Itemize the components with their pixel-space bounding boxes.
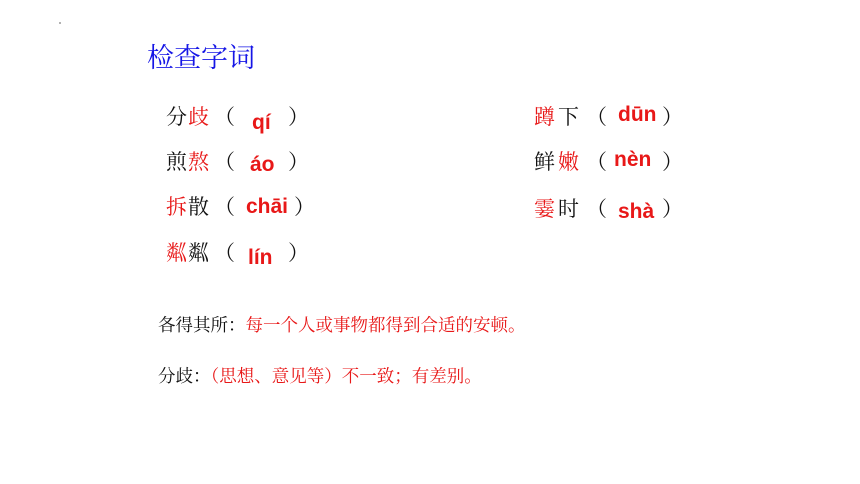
word-item-linlin	[166, 236, 316, 270]
word-char: 煎	[166, 150, 187, 174]
open-paren: （	[214, 105, 235, 129]
pinyin: lín	[248, 246, 273, 269]
pinyin: qí	[252, 111, 271, 134]
close-paren: ）	[294, 195, 315, 219]
open-paren: （	[214, 195, 235, 219]
word-char-highlight: 歧	[188, 105, 209, 129]
pinyin: nèn	[614, 148, 652, 171]
definition-term: 分歧：	[158, 367, 211, 387]
word-char: 鲜	[534, 150, 555, 174]
word-char: 下	[558, 105, 579, 129]
definition-fenqi	[158, 363, 482, 388]
pinyin: chāi	[246, 195, 289, 218]
open-paren: （	[586, 105, 607, 129]
close-paren: ）	[288, 150, 309, 174]
pinyin: áo	[250, 153, 275, 176]
definition-meaning: （思想、意见等）不一致；有差别。	[210, 367, 482, 387]
definition-gedeqisuo	[158, 312, 526, 337]
word-item-shashi	[534, 192, 684, 226]
word-char-highlight: 嫩	[558, 150, 579, 174]
word-char: 散	[188, 195, 209, 219]
pinyin: shà	[618, 200, 655, 223]
word-char-highlight: 拆	[166, 195, 187, 219]
word-item-chaisan	[166, 190, 316, 224]
word-char: 时	[558, 197, 579, 221]
definition-term: 各得其所：	[158, 316, 246, 336]
decorative-dot	[59, 22, 61, 24]
close-paren: ）	[288, 241, 309, 265]
close-paren: ）	[662, 150, 683, 174]
page-title: 检查字词	[147, 43, 255, 74]
word-item-dunxia	[534, 100, 684, 134]
close-paren: ）	[288, 105, 309, 129]
close-paren: ）	[662, 197, 683, 221]
word-char: 粼	[188, 241, 209, 265]
open-paren: （	[214, 241, 235, 265]
word-item-jianao	[166, 145, 316, 179]
close-paren: ）	[662, 105, 683, 129]
word-char-highlight: 熬	[188, 150, 209, 174]
word-char-highlight: 蹲	[534, 105, 555, 129]
open-paren: （	[586, 150, 607, 174]
word-char-highlight: 粼	[166, 241, 187, 265]
pinyin: dūn	[618, 103, 657, 126]
definition-meaning: 每一个人或事物都得到合适的安顿。	[245, 316, 526, 336]
word-char: 分	[166, 105, 187, 129]
open-paren: （	[586, 197, 607, 221]
word-item-xiannen	[534, 145, 684, 179]
word-item-fenqi	[166, 100, 316, 134]
word-char-highlight: 霎	[534, 197, 555, 221]
open-paren: （	[214, 150, 235, 174]
